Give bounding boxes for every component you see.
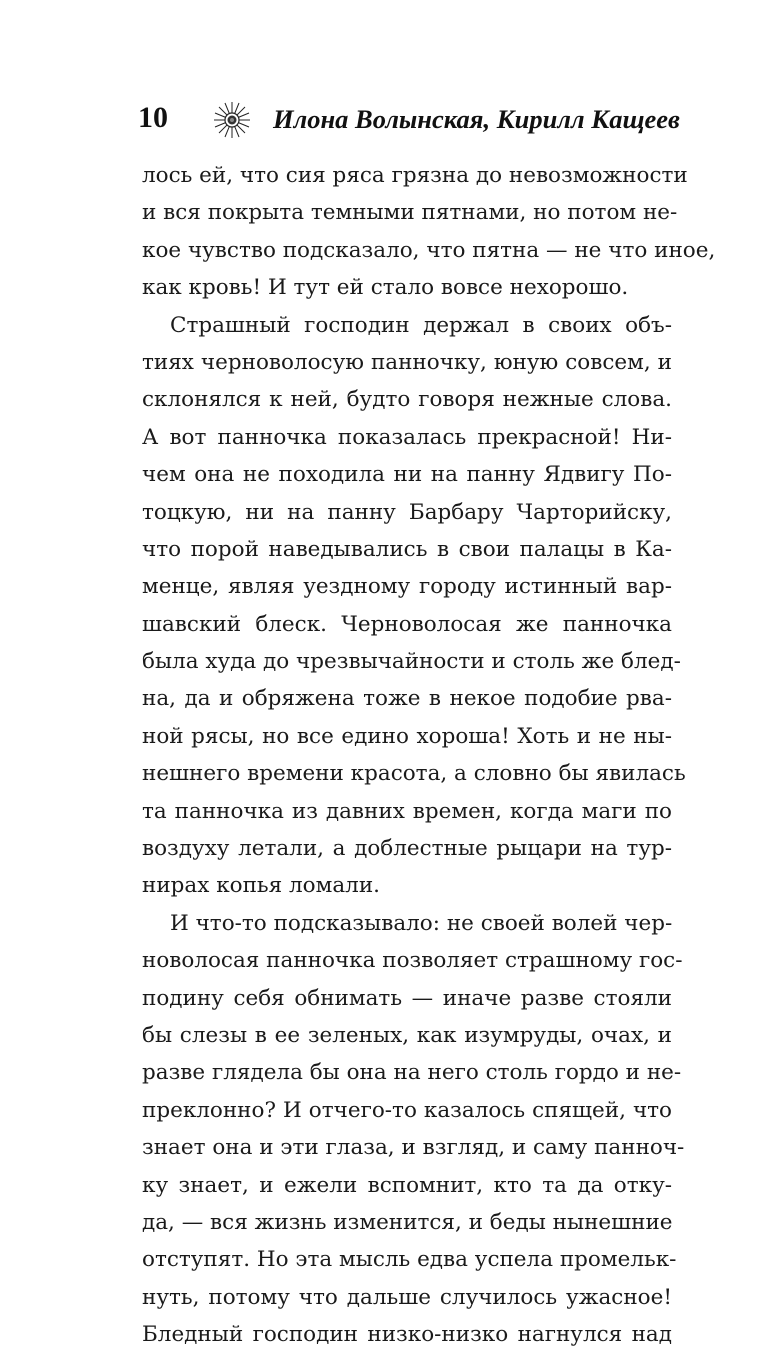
text-line: И что-то подсказывало: не своей волей чер- (170, 910, 673, 936)
text-line: чем она не походила ни на панну Ядвигу По- (142, 462, 672, 488)
text-line: лось ей, что сия ряса грязна до невозможности (142, 163, 688, 188)
text-line: кое чувство подсказало, что пятна — не что иное, (142, 237, 716, 263)
text-line: разве глядела бы она на него столь гордо и не- (142, 1060, 682, 1086)
text-line: бы слезы в ее зеленых, как изумруды, очах, и (142, 1022, 672, 1048)
text-line: преклонно? И отчего-то казалось спящей, что (142, 1097, 672, 1123)
text-line: на, да и обряжена тоже в некое подобие рва- (142, 686, 672, 712)
text-line: та панночка из давних времен, когда маги по (142, 798, 672, 824)
text-line: шавский блеск. Черноволосая же панночка (142, 611, 672, 637)
text-line: ку знает, и ежели вспомнит, кто та да отку- (142, 1172, 672, 1198)
text-line: была худа до чрезвычайности и столь же блед- (142, 649, 681, 675)
text-line: тоцкую, ни на панну Барбару Чарторийску, (142, 499, 672, 525)
text-line: тиях черноволосую панночку, юную совсем, и (142, 349, 672, 375)
text-line: Бледный господин низко-низко нагнулся над (142, 1322, 672, 1348)
running-head: Илона Волынская, Кирилл Кащеев (273, 104, 680, 134)
text-line: подину себя обнимать — иначе разве стояли (142, 985, 672, 1011)
text-line: Страшный господин держал в своих объ- (170, 312, 672, 338)
text-line: знает она и эти глаза, и взгляд, и саму панноч- (142, 1135, 685, 1161)
text-line: А вот панночка показалась прекрасной! Ни- (142, 424, 672, 450)
paragraph (142, 157, 716, 307)
paragraph (142, 307, 686, 905)
text-line: менце, являя уездному городу истинный вар- (142, 574, 672, 600)
paragraph (142, 905, 685, 1354)
text-line: склонялся к ней, будто говоря нежные слова. (142, 387, 672, 413)
page-header (138, 98, 680, 142)
text-line: нуть, потому что дальше случилось ужасное! (142, 1284, 672, 1310)
book-text (142, 157, 716, 1354)
text-line: что порой наведывались в свои палацы в Ка- (142, 536, 672, 562)
text-line: как кровь! И тут ей стало вовсе нехорошо. (142, 275, 629, 301)
text-line: да, — вся жизнь изменится, и беды нынешние (142, 1209, 673, 1235)
sun-star-ornament-icon (212, 100, 252, 140)
page-number: 10 (138, 101, 168, 134)
text-line: нешнего времени красота, а словно бы явилась (142, 761, 686, 787)
text-line: ной рясы, но все едино хороша! Хоть и не ны- (142, 723, 672, 749)
text-line: воздуху летали, а доблестные рыцари на тур- (142, 836, 672, 862)
text-line: и вся покрыта темными пятнами, но потом не- (142, 200, 678, 226)
text-line: нирах копья ломали. (142, 873, 380, 899)
text-line: отступят. Но эта мысль едва успела промельк- (142, 1247, 677, 1273)
text-line: новолосая панночка позволяет страшному гос- (142, 948, 683, 974)
